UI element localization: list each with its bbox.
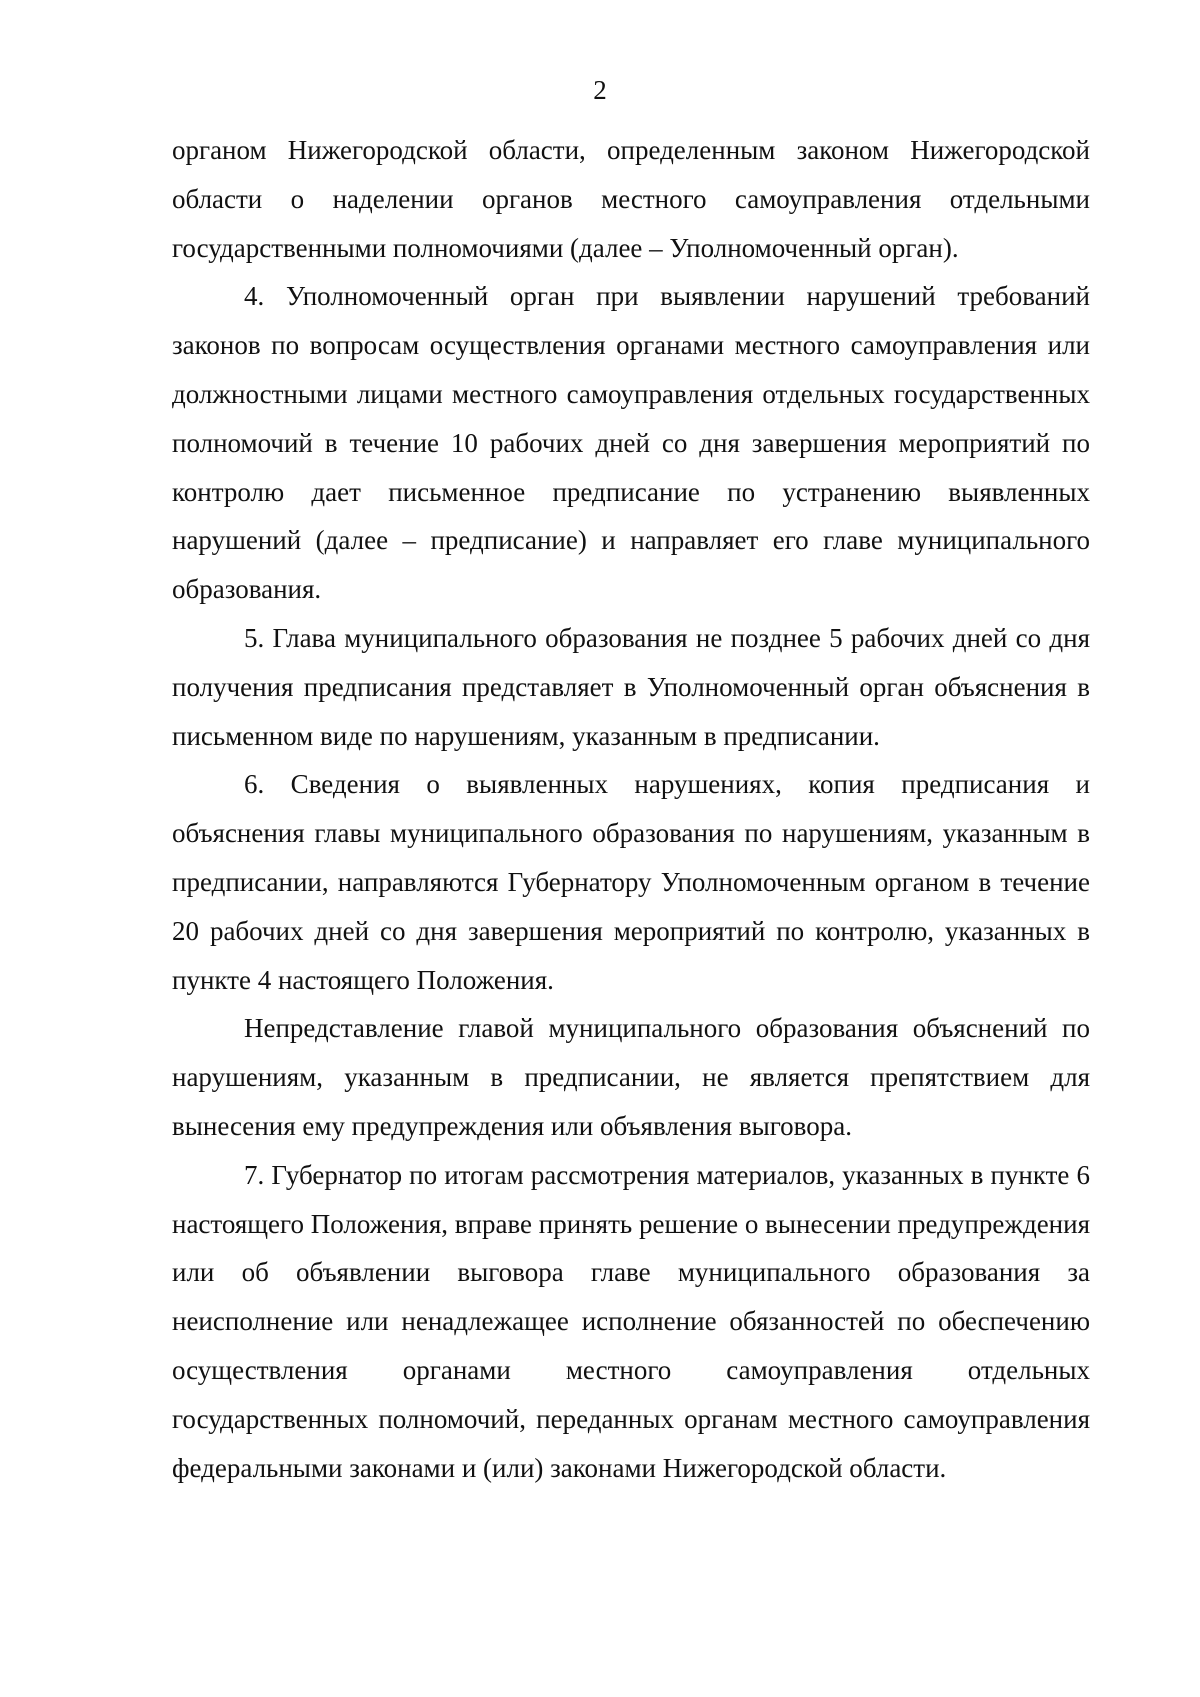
paragraph-item-5: 5. Глава муниципального образования не позднее 5 рабочих дней со дня получения предписания представляет в Уполномоченный орган объяснения в письменном виде по нарушениям, указанным в предписании. bbox=[172, 622, 1090, 751]
document-body bbox=[172, 126, 1090, 1492]
paragraph-item-7: 7. Губернатор по итогам рассмотрения материалов, указанных в пункте 6 настоящего Положения, вправе принять решение о вынесении предупреждения или об объявлении выговора главе муниципального образования за неисполнение или ненадлежащее исполнение обязанностей по обеспечению осуществления органами местного самоуправления отдельных государственных полномочий, переданных органам местного самоуправления федеральными законами и (или) законами Нижегородской области. bbox=[172, 1159, 1090, 1483]
paragraph-item-6: 6. Сведения о выявленных нарушениях, копия предписания и объяснения главы муниципального образования по нарушениям, указанным в предписании, направляются Губернатору Уполномоченным органом в течение 20 рабочих дней со дня завершения мероприятий по контролю, указанных в пункте 4 настоящего Положения. bbox=[172, 769, 1090, 995]
paragraph-item-6-note: Непредставление главой муниципального образования объяснений по нарушениям, указанным в предписании, не является препятствием для вынесения ему предупреждения или объявления выговора. bbox=[172, 1013, 1090, 1141]
paragraph-item-4: 4. Уполномоченный орган при выявлении нарушений требований законов по вопросам осуществления органами местного самоуправления или должностными лицами местного самоуправления отдельных государственных полномочий в течение 10 рабочих дней со дня завершения мероприятий по контролю дает письменное предписание по устранению выявленных нарушений (далее – предписание) и направляет его главе муниципального образования. bbox=[172, 281, 1090, 605]
page-number: 2 bbox=[593, 75, 607, 105]
paragraph-continuation: органом Нижегородской области, определенным законом Нижегородской области о наделении органов местного самоуправления отдельными государственными полномочиями (далее – Уполномоченный орган). bbox=[172, 135, 1090, 263]
